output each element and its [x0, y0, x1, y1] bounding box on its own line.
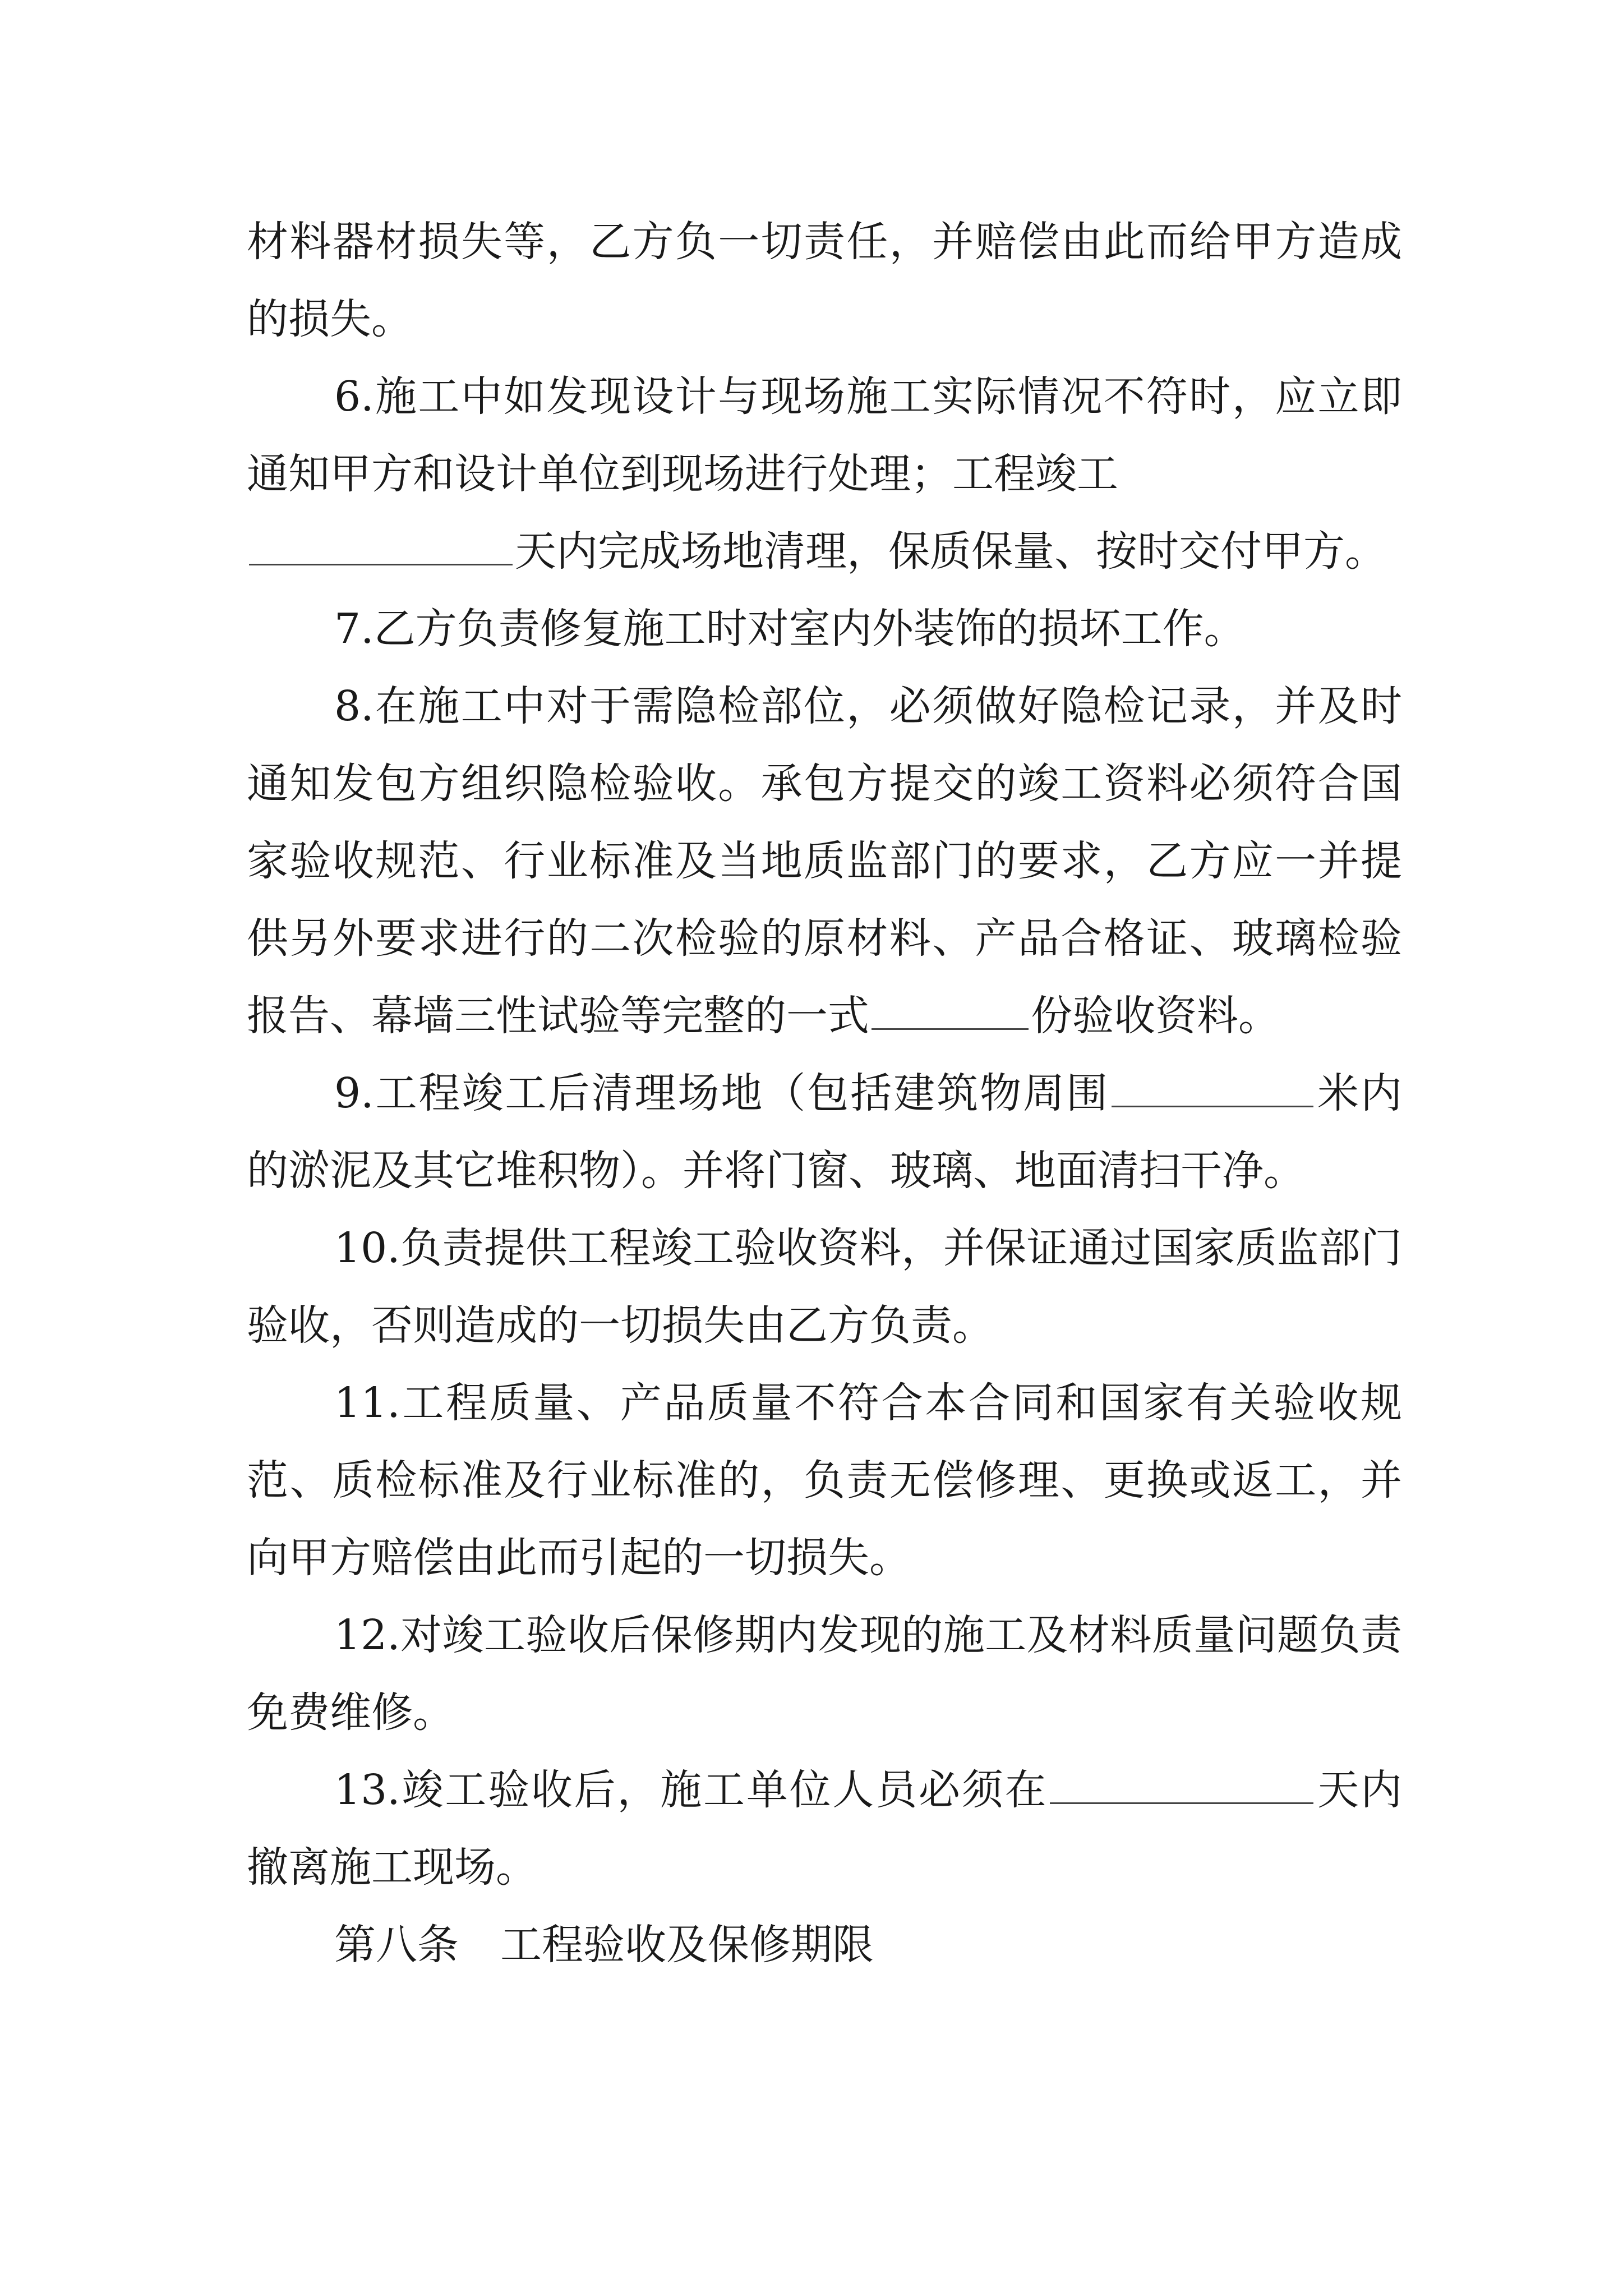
- paragraph-9: [247, 1055, 1402, 1209]
- contract-body: [247, 203, 1402, 1984]
- paragraph-text: 材料器材损失等，乙方负一切责任，并赔偿由此而给甲方造成的损失。: [247, 218, 1402, 343]
- paragraph-text: 份验收资料。: [1031, 992, 1280, 1040]
- paragraph-text: 6.施工中如发现设计与现场施工实际情况不符时，应立即通知甲方和设计单位到现场进行处理；工程竣工: [247, 372, 1402, 498]
- paragraph-text: 10.负责提供工程竣工验收资料，并保证通过国家质监部门验收，否则造成的一切损失由乙方负责。: [247, 1224, 1402, 1350]
- paragraph-10: [247, 1209, 1402, 1364]
- paragraph-7: [247, 590, 1402, 668]
- paragraph-text: 9.工程竣工后清理场地（包括建筑物周围: [334, 1069, 1110, 1117]
- paragraph-text: 7.乙方负责修复施工时对室内外装饰的损坏工作。: [334, 605, 1246, 653]
- paragraph-13: [247, 1751, 1402, 1906]
- fill-in-blank-days[interactable]: [1050, 1761, 1313, 1804]
- paragraph-text: 8.在施工中对于需隐检部位，必须做好隐检记录，并及时通知发包方组织隐检验收。承包方提交的竣工资料必须符合国家验收规范、行业标准及当地质监部门的要求，乙方应一并提供另外要求进行的二次检验的原材料、产品合格证、玻璃检验报告、幕墙三性试验等完整的一式: [247, 682, 1402, 1040]
- paragraph-5-continued: [247, 203, 1402, 358]
- paragraph-11: [247, 1364, 1402, 1596]
- paragraph-8: [247, 668, 1402, 1055]
- paragraph-text: 13.竣工验收后，施工单位人员必须在: [334, 1766, 1048, 1814]
- paragraph-text: 米内的淤泥及其它堆积物）。并将门窗、玻璃、地面清扫干净。: [247, 1069, 1403, 1195]
- fill-in-blank-days[interactable]: [249, 522, 513, 565]
- paragraph-text: 11.工程质量、产品质量不符合本合同和国家有关验收规范、质检标准及行业标准的，负责无偿修理、更换或返工，并向甲方赔偿由此而引起的一切损失。: [247, 1379, 1402, 1582]
- fill-in-blank-copies[interactable]: [872, 987, 1029, 1030]
- paragraph-6: [247, 358, 1402, 590]
- paragraph-text: 12.对竣工验收后保修期内发现的施工及材料质量问题负责免费维修。: [247, 1611, 1402, 1737]
- article-8-heading: 第八条 工程验收及保修期限: [334, 1921, 874, 1969]
- fill-in-blank-meters[interactable]: [1112, 1064, 1313, 1107]
- paragraph-12: [247, 1596, 1402, 1751]
- paragraph-text: 天内完成场地清理，保质保量、按时交付甲方。: [515, 527, 1386, 576]
- paragraph-text: 天内撤离施工现场。: [247, 1766, 1402, 1892]
